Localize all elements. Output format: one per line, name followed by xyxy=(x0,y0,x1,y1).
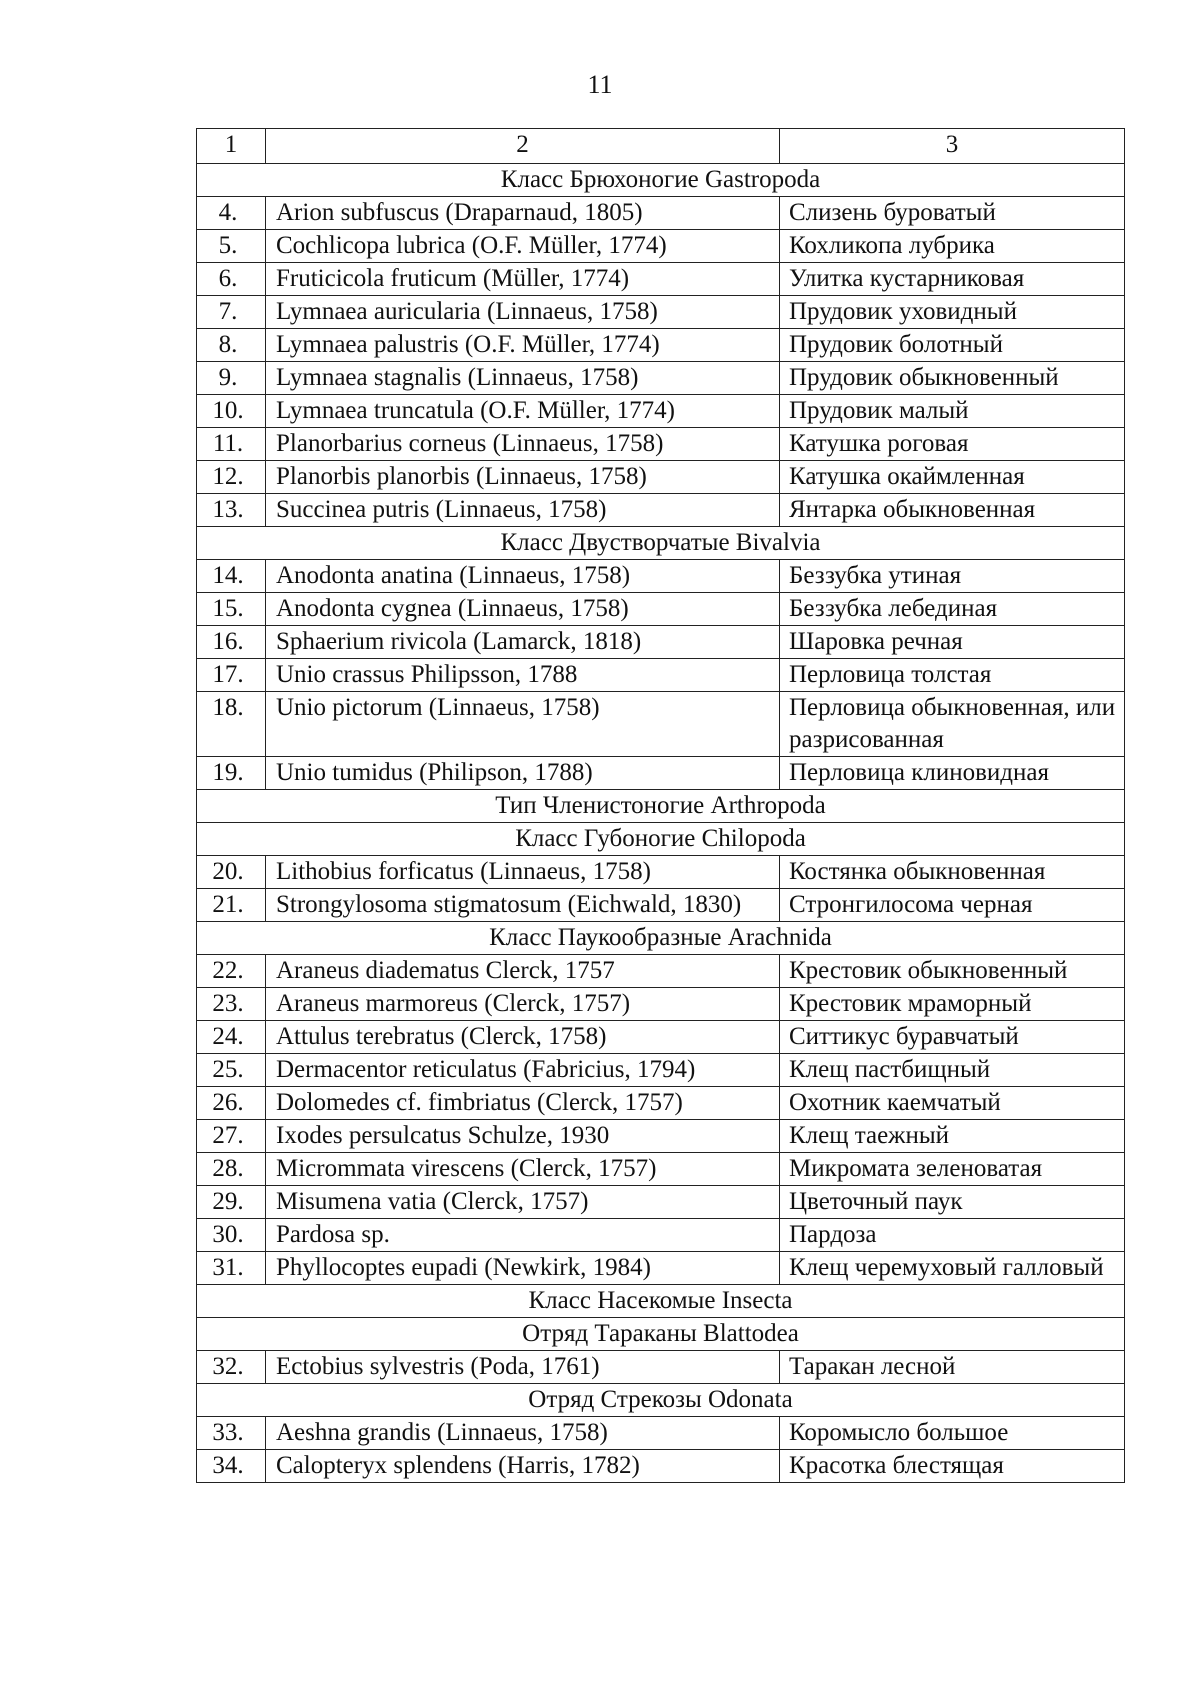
latin-name: Succinea putris (Linnaeus, 1758) xyxy=(266,494,780,527)
table-row xyxy=(197,856,1125,889)
latin-name: Cochlicopa lubrica (O.F. Müller, 1774) xyxy=(266,230,780,263)
latin-name: Aeshna grandis (Linnaeus, 1758) xyxy=(266,1417,780,1450)
table-row xyxy=(197,1450,1125,1483)
table-row xyxy=(197,1021,1125,1054)
section-heading: Отряд Стрекозы Odonata xyxy=(197,1384,1125,1417)
table-row xyxy=(197,626,1125,659)
column-header-latin-name: 2 xyxy=(266,129,780,164)
species-number: 23. xyxy=(197,988,266,1021)
russian-name: Охотник каемчатый xyxy=(780,1087,1125,1120)
russian-name: Шаровка речная xyxy=(780,626,1125,659)
species-number: 7. xyxy=(197,296,266,329)
latin-name: Anodonta anatina (Linnaeus, 1758) xyxy=(266,560,780,593)
russian-name: Прудовик уховидный xyxy=(780,296,1125,329)
species-number: 32. xyxy=(197,1351,266,1384)
species-number: 17. xyxy=(197,659,266,692)
table-row xyxy=(197,1351,1125,1384)
latin-name: Dermacentor reticulatus (Fabricius, 1794) xyxy=(266,1054,780,1087)
russian-name: Микромата зеленоватая xyxy=(780,1153,1125,1186)
species-number: 9. xyxy=(197,362,266,395)
table-row xyxy=(197,329,1125,362)
table-row xyxy=(197,659,1125,692)
latin-name: Attulus terebratus (Clerck, 1758) xyxy=(266,1021,780,1054)
russian-name: Стронгилосома черная xyxy=(780,889,1125,922)
table-row xyxy=(197,757,1125,790)
table-row xyxy=(197,988,1125,1021)
table-section-row xyxy=(197,164,1125,197)
species-number: 34. xyxy=(197,1450,266,1483)
species-number: 16. xyxy=(197,626,266,659)
russian-name: Янтарка обыкновенная xyxy=(780,494,1125,527)
species-number: 21. xyxy=(197,889,266,922)
table-row xyxy=(197,560,1125,593)
russian-name: Слизень буроватый xyxy=(780,197,1125,230)
species-number: 15. xyxy=(197,593,266,626)
latin-name: Lymnaea truncatula (O.F. Müller, 1774) xyxy=(266,395,780,428)
table-row xyxy=(197,1087,1125,1120)
latin-name: Sphaerium rivicola (Lamarck, 1818) xyxy=(266,626,780,659)
latin-name: Planorbarius corneus (Linnaeus, 1758) xyxy=(266,428,780,461)
species-number: 6. xyxy=(197,263,266,296)
russian-name: Кохликопа лубрика xyxy=(780,230,1125,263)
table-row xyxy=(197,1186,1125,1219)
latin-name: Dolomedes cf. fimbriatus (Clerck, 1757) xyxy=(266,1087,780,1120)
table-row xyxy=(197,395,1125,428)
table-section-row xyxy=(197,1384,1125,1417)
russian-name: Коромысло большое xyxy=(780,1417,1125,1450)
latin-name: Pardosa sp. xyxy=(266,1219,780,1252)
species-number: 18. xyxy=(197,692,266,757)
table-row xyxy=(197,955,1125,988)
russian-name: Прудовик обыкновенный xyxy=(780,362,1125,395)
table-row xyxy=(197,362,1125,395)
russian-name: Катушка окаймленная xyxy=(780,461,1125,494)
table-row xyxy=(197,1153,1125,1186)
russian-name: Пардоза xyxy=(780,1219,1125,1252)
species-number: 29. xyxy=(197,1186,266,1219)
species-number: 5. xyxy=(197,230,266,263)
species-number: 19. xyxy=(197,757,266,790)
column-header-russian-name: 3 xyxy=(780,129,1125,164)
table-row xyxy=(197,1219,1125,1252)
latin-name: Phyllocoptes eupadi (Newkirk, 1984) xyxy=(266,1252,780,1285)
russian-name: Перловица обыкновенная, или разрисованная xyxy=(780,692,1125,757)
species-number: 10. xyxy=(197,395,266,428)
latin-name: Anodonta cygnea (Linnaeus, 1758) xyxy=(266,593,780,626)
species-number: 30. xyxy=(197,1219,266,1252)
russian-name: Перловица клиновидная xyxy=(780,757,1125,790)
species-number: 26. xyxy=(197,1087,266,1120)
russian-name: Прудовик болотный xyxy=(780,329,1125,362)
species-table xyxy=(196,128,1125,1483)
table-row xyxy=(197,1054,1125,1087)
section-heading: Тип Членистоногие Arthropoda xyxy=(197,790,1125,823)
species-number: 33. xyxy=(197,1417,266,1450)
species-number: 11. xyxy=(197,428,266,461)
species-number: 14. xyxy=(197,560,266,593)
latin-name: Calopteryx splendens (Harris, 1782) xyxy=(266,1450,780,1483)
russian-name: Красотка блестящая xyxy=(780,1450,1125,1483)
table-row xyxy=(197,1252,1125,1285)
latin-name: Strongylosoma stigmatosum (Eichwald, 1830) xyxy=(266,889,780,922)
latin-name: Araneus diadematus Clerck, 1757 xyxy=(266,955,780,988)
russian-name: Перловица толстая xyxy=(780,659,1125,692)
table-section-row xyxy=(197,790,1125,823)
latin-name: Unio crassus Philipsson, 1788 xyxy=(266,659,780,692)
russian-name: Прудовик малый xyxy=(780,395,1125,428)
russian-name: Клещ таежный xyxy=(780,1120,1125,1153)
russian-name: Клещ пастбищный xyxy=(780,1054,1125,1087)
table-section-row xyxy=(197,1318,1125,1351)
russian-name: Ситтикус буравчатый xyxy=(780,1021,1125,1054)
species-number: 13. xyxy=(197,494,266,527)
latin-name: Micrommata virescens (Clerck, 1757) xyxy=(266,1153,780,1186)
latin-name: Fruticicola fruticum (Müller, 1774) xyxy=(266,263,780,296)
section-heading: Отряд Тараканы Blattodea xyxy=(197,1318,1125,1351)
table-row xyxy=(197,1120,1125,1153)
table-row xyxy=(197,296,1125,329)
section-heading: Класс Брюхоногие Gastropoda xyxy=(197,164,1125,197)
latin-name: Ixodes persulcatus Schulze, 1930 xyxy=(266,1120,780,1153)
species-number: 4. xyxy=(197,197,266,230)
table-row xyxy=(197,1417,1125,1450)
latin-name: Planorbis planorbis (Linnaeus, 1758) xyxy=(266,461,780,494)
table-section-row xyxy=(197,1285,1125,1318)
page-number: 11 xyxy=(587,70,613,99)
latin-name: Unio tumidus (Philipson, 1788) xyxy=(266,757,780,790)
latin-name: Unio pictorum (Linnaeus, 1758) xyxy=(266,692,780,757)
species-number: 27. xyxy=(197,1120,266,1153)
russian-name: Цветочный паук xyxy=(780,1186,1125,1219)
russian-name: Крестовик мраморный xyxy=(780,988,1125,1021)
table-row xyxy=(197,889,1125,922)
latin-name: Lymnaea auricularia (Linnaeus, 1758) xyxy=(266,296,780,329)
russian-name: Клещ черемуховый галловый xyxy=(780,1252,1125,1285)
species-number: 12. xyxy=(197,461,266,494)
table-section-row xyxy=(197,527,1125,560)
table-row xyxy=(197,428,1125,461)
latin-name: Ectobius sylvestris (Poda, 1761) xyxy=(266,1351,780,1384)
table-row xyxy=(197,197,1125,230)
section-heading: Класс Двустворчатые Bivalvia xyxy=(197,527,1125,560)
table-row xyxy=(197,494,1125,527)
section-heading: Класс Губоногие Chilopoda xyxy=(197,823,1125,856)
table-section-row xyxy=(197,922,1125,955)
species-number: 24. xyxy=(197,1021,266,1054)
latin-name: Lymnaea stagnalis (Linnaeus, 1758) xyxy=(266,362,780,395)
russian-name: Костянка обыкновенная xyxy=(780,856,1125,889)
column-header-number: 1 xyxy=(197,129,266,164)
russian-name: Крестовик обыкновенный xyxy=(780,955,1125,988)
latin-name: Arion subfuscus (Draparnaud, 1805) xyxy=(266,197,780,230)
section-heading: Класс Паукообразные Arachnida xyxy=(197,922,1125,955)
russian-name: Таракан лесной xyxy=(780,1351,1125,1384)
section-heading: Класс Насекомые Insecta xyxy=(197,1285,1125,1318)
species-number: 28. xyxy=(197,1153,266,1186)
species-number: 22. xyxy=(197,955,266,988)
latin-name: Misumena vatia (Clerck, 1757) xyxy=(266,1186,780,1219)
latin-name: Lithobius forficatus (Linnaeus, 1758) xyxy=(266,856,780,889)
russian-name: Улитка кустарниковая xyxy=(780,263,1125,296)
russian-name: Беззубка утиная xyxy=(780,560,1125,593)
russian-name: Беззубка лебединая xyxy=(780,593,1125,626)
table-row xyxy=(197,263,1125,296)
species-number: 31. xyxy=(197,1252,266,1285)
russian-name: Катушка роговая xyxy=(780,428,1125,461)
table-body xyxy=(197,164,1125,1483)
latin-name: Araneus marmoreus (Clerck, 1757) xyxy=(266,988,780,1021)
species-number: 25. xyxy=(197,1054,266,1087)
table-row xyxy=(197,692,1125,757)
table-row xyxy=(197,461,1125,494)
table-row xyxy=(197,230,1125,263)
table-header-row xyxy=(197,129,1125,164)
species-number: 20. xyxy=(197,856,266,889)
latin-name: Lymnaea palustris (O.F. Müller, 1774) xyxy=(266,329,780,362)
species-number: 8. xyxy=(197,329,266,362)
table-section-row xyxy=(197,823,1125,856)
table-row xyxy=(197,593,1125,626)
